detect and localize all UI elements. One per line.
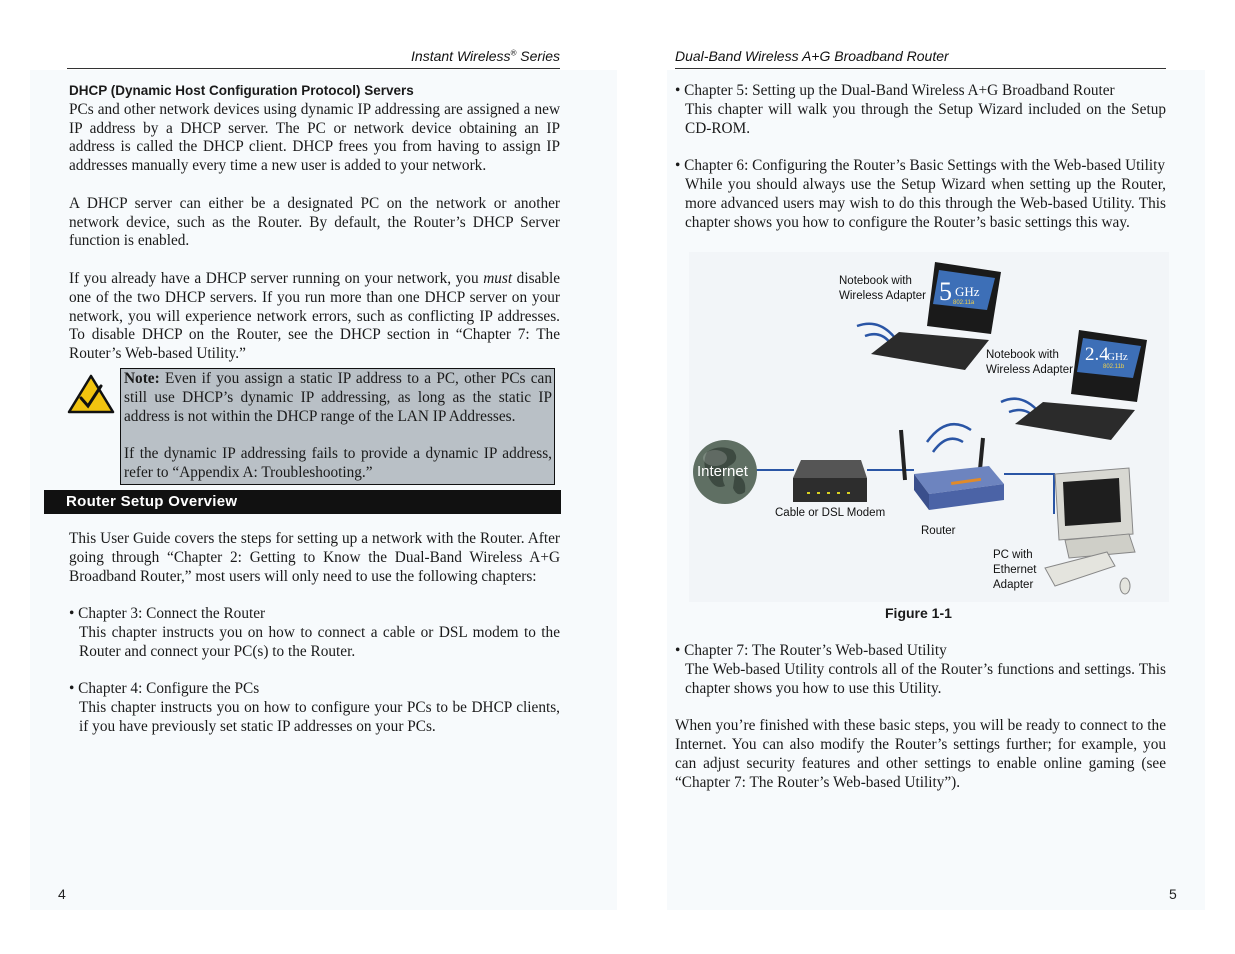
figure-caption: Figure 1-1 xyxy=(885,605,952,621)
running-header: Dual-Band Wireless A+G Broadband Router xyxy=(675,48,949,64)
paragraph: This User Guide covers the steps for setting up a network with the Router. After going through “Chapter 2: Getting to Know the Dual-Band Wireless A+G Broadband Router,” most users will only need to use the following chapters: xyxy=(69,530,560,585)
paragraph: A DHCP server can either be a designated PC on the network or another network device, such as the Router. By default, the Router’s DHCP Server function is enabled. xyxy=(69,194,560,250)
chapter-3-title: • Chapter 3: Connect the Router xyxy=(69,605,266,623)
chapter-6-text: While you should always use the Setup Wizard when setting up the Router, more advanced users may wish to do this through the Web-based Utility. This chapter shows you how to configure the Router’s basic settings this way. xyxy=(685,175,1166,231)
screen-5-unit: GHz xyxy=(955,284,980,299)
notebook-1-label: Notebook with Wireless Adapter xyxy=(839,275,926,302)
screen-24-unit: GHz xyxy=(1107,351,1128,363)
network-diagram xyxy=(689,252,1169,602)
screen-5-std: 802.11a xyxy=(953,300,975,306)
chapter-5-title: • Chapter 5: Setting up the Dual-Band Wireless A+G Broadband Router xyxy=(675,82,1115,99)
chapter-6-title: • Chapter 6: Configuring the Router’s Basic Settings with the Web-based Utility xyxy=(675,157,1166,175)
screen-24-std: 802.11b xyxy=(1103,364,1125,370)
right-body xyxy=(675,82,1166,232)
paragraph: PCs and other network devices using dynamic IP addressing are assigned a new IP address by a DHCP server. The PC or network device obtaining an IP address is called the DHCP client. DHCP frees you from having to assign IP addresses manually every time a new user is added to your network. xyxy=(69,100,560,175)
screen-5-big: 5 xyxy=(939,277,952,306)
chapter-4-title: • Chapter 4: Configure the PCs xyxy=(69,680,260,698)
modem-icon xyxy=(793,460,867,502)
notebook-2-label: Notebook with Wireless Adapter xyxy=(986,349,1073,376)
chapter-4-text: This chapter instructs you on how to configure your PCs to be DHCP clients, if you have previously set static IP addresses on your PCs. xyxy=(79,699,560,735)
chapter-5-text: This chapter will walk you through the Setup Wizard included on the Setup CD-ROM. xyxy=(685,100,1166,137)
header-rule xyxy=(675,68,1166,69)
note-text-2: If the dynamic IP addressing fails to provide a dynamic IP address, refer to “Appendix A: Troubleshooting.” xyxy=(124,445,552,481)
section-title: Router Setup Overview xyxy=(44,490,561,514)
pc-label: PC with Ethernet Adapter xyxy=(993,549,1037,591)
screen-24-big: 2.4 xyxy=(1085,344,1109,365)
chapter-7-title: • Chapter 7: The Router’s Web-based Utility xyxy=(675,642,947,659)
note-box xyxy=(120,368,555,485)
left-body-2 xyxy=(69,530,560,737)
running-header: Instant Wireless® Series xyxy=(411,48,560,64)
right-body-2 xyxy=(675,642,1166,792)
chapter-3-text: This chapter instructs you on how to connect a cable or DSL modem to the Router and connect your PC(s) to the Router. xyxy=(79,623,560,660)
paragraph: If you already have a DHCP server running on your network, you must disable one of the two DHCP servers. If you run more than one DHCP server on your network, you will experience network errors, such as conflicting IP addresses. To disable DHCP on the Router, see the DHCP section in “Chapter 7: The Router’s Web-based Utility.” xyxy=(69,269,561,363)
dhcp-heading: DHCP (Dynamic Host Configuration Protocol) Servers xyxy=(69,83,414,98)
router-label: Router xyxy=(921,525,956,537)
page-number: 4 xyxy=(58,886,66,902)
note-text: Note: Even if you assign a static IP address to a PC, other PCs can still use DHCP’s dynamic IP addressing, as long as the static IP address is not within the DHCP range of the LAN IP Addresses. xyxy=(124,370,552,425)
note-block xyxy=(67,366,562,486)
paragraph: When you’re finished with these basic steps, you will be ready to connect to the Internet. You can also modify the Router’s settings further; for example, you can adjust security features and other settings to enable online gaming (see “Chapter 7: The Router’s Web-based Utility”). xyxy=(675,717,1166,791)
right-page xyxy=(617,0,1235,954)
internet-label: Internet xyxy=(697,463,748,480)
modem-label: Cable or DSL Modem xyxy=(775,507,886,519)
left-body xyxy=(69,82,560,364)
header-rule xyxy=(67,68,560,69)
warning-check-icon xyxy=(67,374,115,414)
page-number: 5 xyxy=(1169,886,1177,902)
chapter-7-text: The Web-based Utility controls all of the Router’s functions and settings. This chapter shows you how to use this Utility. xyxy=(685,660,1166,697)
left-page xyxy=(0,0,617,954)
